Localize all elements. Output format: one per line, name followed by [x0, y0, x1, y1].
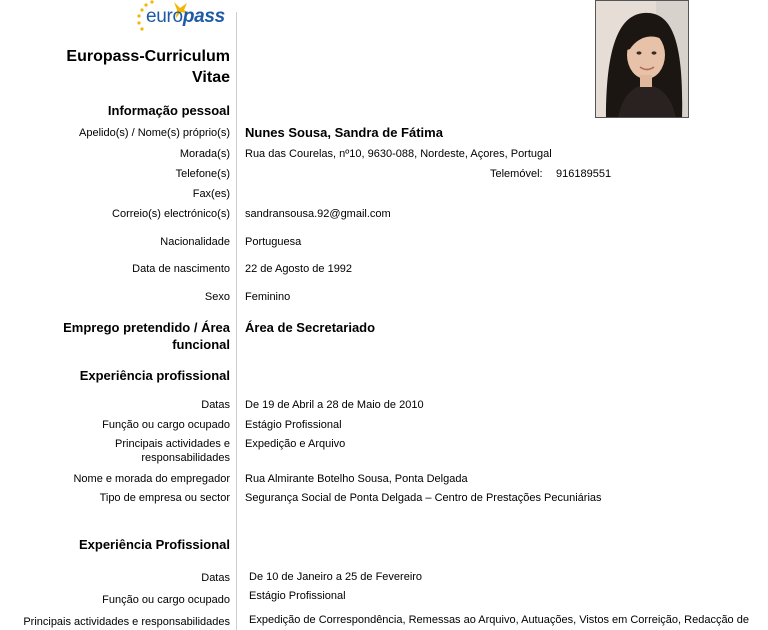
sex-label: Sexo [204, 291, 230, 303]
exp1-activities-value: Expedição e Arquivo [245, 438, 346, 450]
mobile-label: Telemóvel: [490, 168, 543, 180]
exp1-activities-label: Principais actividades e responsabilidades [115, 438, 230, 464]
exp2-role-label: Função ou cargo ocupado [102, 594, 230, 606]
experience-heading: Experiência profissional [79, 368, 230, 383]
exp2-dates-value: De 10 de Janeiro a 25 de Fevereiro [249, 571, 423, 583]
exp2-role-value: Estágio Profissional [249, 590, 346, 602]
logo-wordmark: europass [146, 6, 225, 27]
cv-title: Europass-Curriculum Vitae [66, 48, 230, 86]
exp2-dates-label: Datas [201, 572, 230, 584]
address-label: Morada(s) [179, 148, 230, 160]
name-value: Nunes Sousa, Sandra de Fátima [245, 125, 443, 140]
sex-value: Feminino [245, 291, 291, 303]
exp1-employer-value: Rua Almirante Botelho Sousa, Ponta Delgada [245, 473, 468, 485]
personal-info-heading: Informação pessoal [107, 103, 230, 118]
email-label: Correio(s) electrónico(s) [112, 208, 230, 220]
desired-job-label: Emprego pretendido / Área funcional [63, 320, 230, 352]
column-divider [236, 12, 237, 630]
nationality-value: Portuguesa [245, 236, 302, 248]
exp1-role-label: Função ou cargo ocupado [102, 419, 230, 431]
exp1-type-value: Segurança Social de Ponta Delgada – Centro de Prestações Pecuniárias [245, 492, 602, 504]
address-value: Rua das Courelas, nº10, 9630-088, Nordeste, Açores, Portugal [245, 148, 552, 160]
exp1-employer-label: Nome e morada do empregador [73, 473, 230, 485]
nationality-label: Nacionalidade [160, 236, 230, 248]
exp1-role-value: Estágio Profissional [245, 419, 342, 431]
birthdate-value: 22 de Agosto de 1992 [245, 263, 353, 275]
profile-photo [595, 0, 689, 118]
email-value: sandransousa.92@gmail.com [245, 208, 391, 220]
exp2-activities-label: Principais actividades e responsabilidades [23, 616, 230, 628]
desired-job-value: Área de Secretariado [245, 320, 376, 335]
phone-label: Telefone(s) [175, 168, 230, 180]
fax-label: Fax(es) [192, 188, 230, 200]
exp1-dates-label: Datas [201, 399, 230, 411]
mobile-value: 916189551 [556, 168, 612, 180]
exp2-activities-value: Expedição de Correspondência, Remessas ao Arquivo, Autuações, Vistos em Correição, Redacção de [249, 614, 749, 626]
exp1-dates-value: De 19 de Abril a 28 de Maio de 2010 [245, 399, 424, 411]
europass-logo [134, 0, 244, 34]
exp1-type-label: Tipo de empresa ou sector [99, 492, 230, 504]
experience2-heading: Experiência Profissional [78, 537, 230, 552]
birthdate-label: Data de nascimento [132, 263, 230, 275]
name-label: Apelido(s) / Nome(s) próprio(s) [79, 127, 230, 139]
